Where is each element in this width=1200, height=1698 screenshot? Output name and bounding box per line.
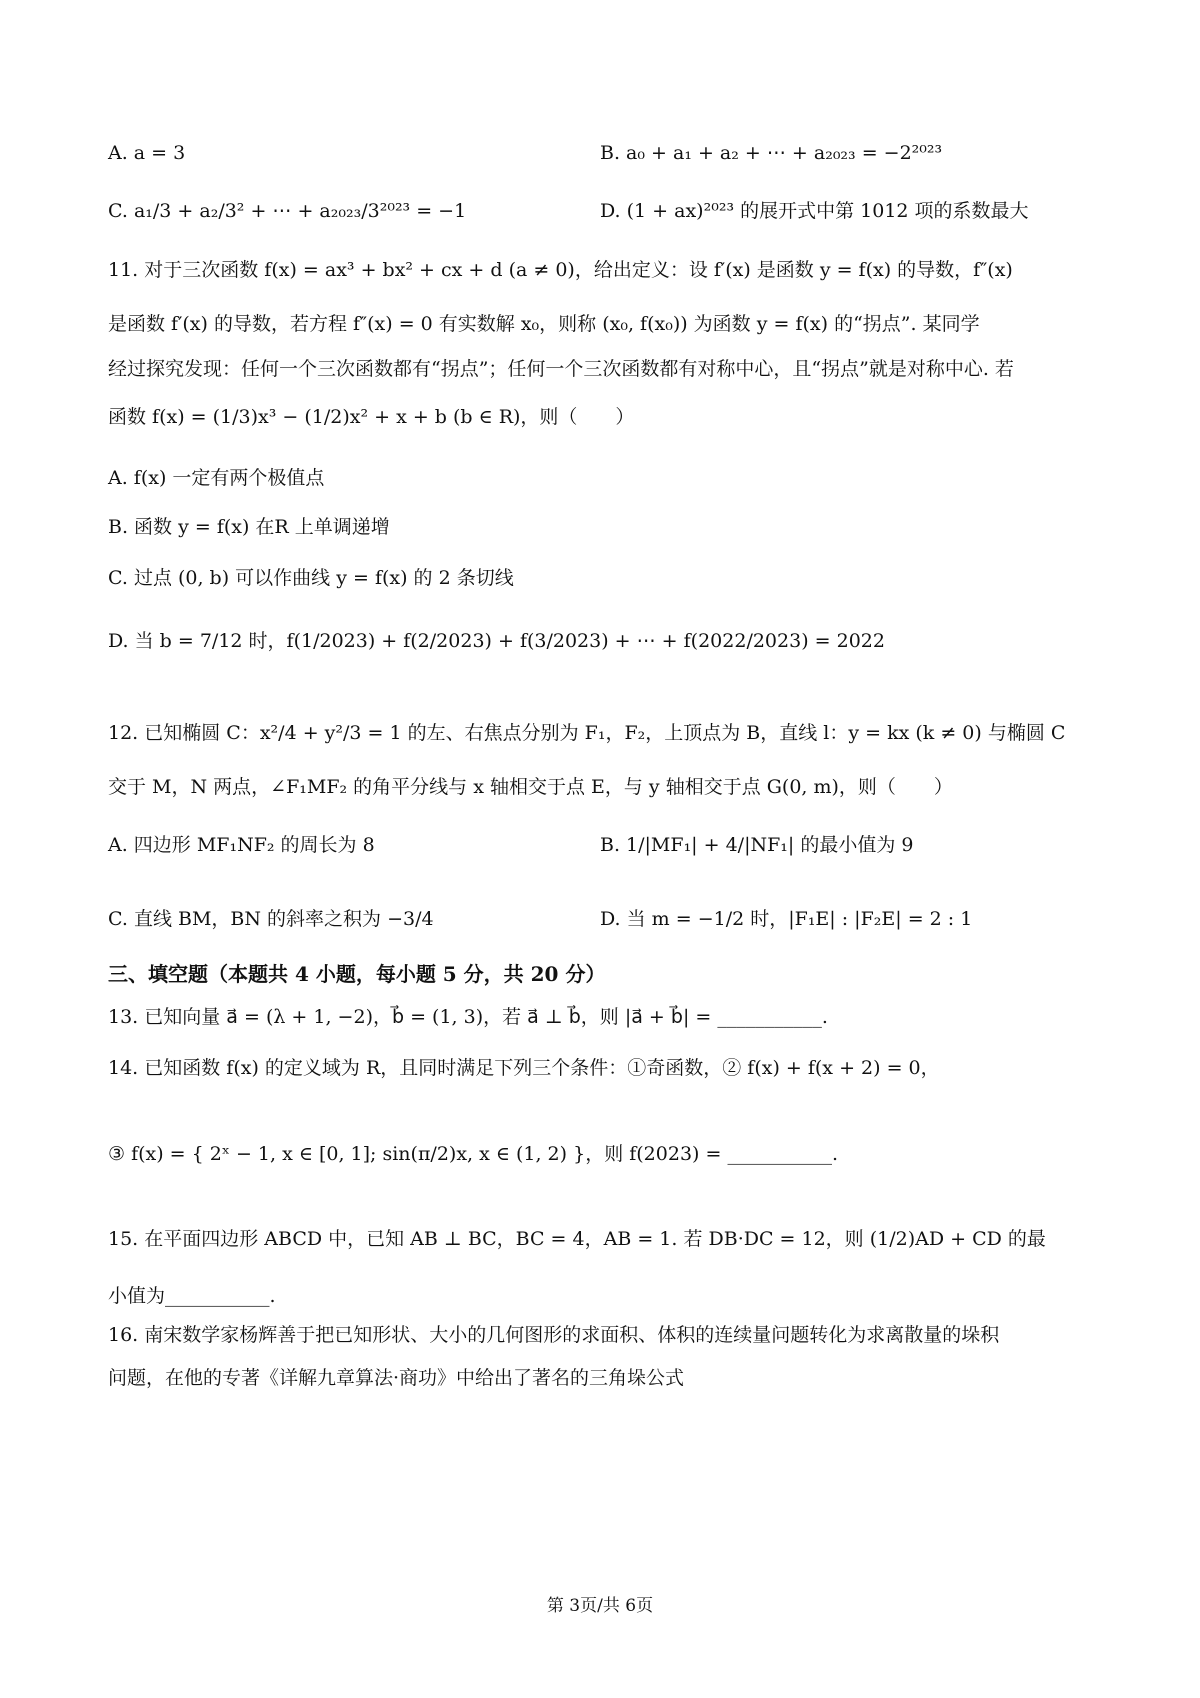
option-10c: C. a₁/3 + a₂/3² + ⋯ + a₂₀₂₃/3²⁰²³ = −1 — [108, 200, 467, 222]
section-heading: 三、填空题（本题共 4 小题，每小题 5 分，共 20 分） — [108, 962, 606, 986]
question-11-line-2: 是函数 f′(x) 的导数，若方程 f″(x) = 0 有实数解 x₀，则称 (x₀, f(x₀)) 为函数 y = f(x) 的“拐点”. 某同学 — [108, 313, 980, 335]
question-16-line-2: 问题，在他的专著《详解九章算法·商功》中给出了著名的三角垛公式 — [108, 1367, 685, 1389]
question-15-line-2: 小值为___________. — [108, 1285, 276, 1307]
question-11-line-4: 函数 f(x) = (1/3)x³ − (1/2)x² + x + b (b ∈ R)，则（ ） — [108, 406, 635, 428]
question-14-line-2: ③ f(x) = { 2ˣ − 1, x ∈ [0, 1]; sin(π/2)x, x ∈ (1, 2) }，则 f(2023) = ___________. — [108, 1143, 838, 1165]
option-10a: A. a = 3 — [108, 142, 186, 164]
question-14-line-1: 14. 已知函数 f(x) 的定义域为 R，且同时满足下列三个条件：①奇函数，② f(x) + f(x + 2) = 0， — [108, 1057, 940, 1079]
option-11d: D. 当 b = 7/12 时，f(1/2023) + f(2/2023) + f(3/2023) + ⋯ + f(2022/2023) = 2022 — [108, 630, 885, 652]
option-12b: B. 1/|MF₁| + 4/|NF₁| 的最小值为 9 — [600, 834, 914, 856]
question-11-line-1: 11. 对于三次函数 f(x) = ax³ + bx² + cx + d (a ≠ 0)，给出定义：设 f′(x) 是函数 y = f(x) 的导数，f″(x) — [108, 259, 1013, 281]
option-11c: C. 过点 (0, b) 可以作曲线 y = f(x) 的 2 条切线 — [108, 567, 514, 589]
question-15-line-1: 15. 在平面四边形 ABCD 中，已知 AB ⊥ BC，BC = 4，AB = 1. 若 DB·DC = 12，则 (1/2)AD + CD 的最 — [108, 1228, 1046, 1250]
option-10d: D. (1 + ax)²⁰²³ 的展开式中第 1012 项的系数最大 — [600, 200, 1029, 222]
option-12c: C. 直线 BM，BN 的斜率之积为 −3/4 — [108, 908, 434, 930]
option-12a: A. 四边形 MF₁NF₂ 的周长为 8 — [108, 834, 375, 856]
option-11b: B. 函数 y = f(x) 在R 上单调递增 — [108, 516, 390, 538]
question-12-line-1: 12. 已知椭圆 C：x²/4 + y²/3 = 1 的左、右焦点分别为 F₁，F₂，上顶点为 B，直线 l：y = kx (k ≠ 0) 与椭圆 C — [108, 722, 1066, 744]
question-13: 13. 已知向量 a⃗ = (λ + 1, −2)，b⃗ = (1, 3)，若 a⃗ ⊥ b⃗，则 |a⃗ + b⃗| = ___________. — [108, 1006, 828, 1028]
option-11a: A. f(x) 一定有两个极值点 — [108, 467, 325, 489]
option-10b: B. a₀ + a₁ + a₂ + ⋯ + a₂₀₂₃ = −2²⁰²³ — [600, 142, 943, 164]
question-11-line-3: 经过探究发现：任何一个三次函数都有“拐点”；任何一个三次函数都有对称中心，且“拐点”就是对称中心. 若 — [108, 358, 1014, 380]
page-footer: 第 3页/共 6页 — [546, 1596, 654, 1616]
question-16-line-1: 16. 南宋数学家杨辉善于把已知形状、大小的几何图形的求面积、体积的连续量问题转化为求离散量的垛积 — [108, 1324, 1000, 1346]
option-12d: D. 当 m = −1/2 时，|F₁E| : |F₂E| = 2 : 1 — [600, 908, 973, 930]
question-12-line-2: 交于 M，N 两点，∠F₁MF₂ 的角平分线与 x 轴相交于点 E，与 y 轴相交于点 G(0, m)，则（ ） — [108, 776, 953, 798]
